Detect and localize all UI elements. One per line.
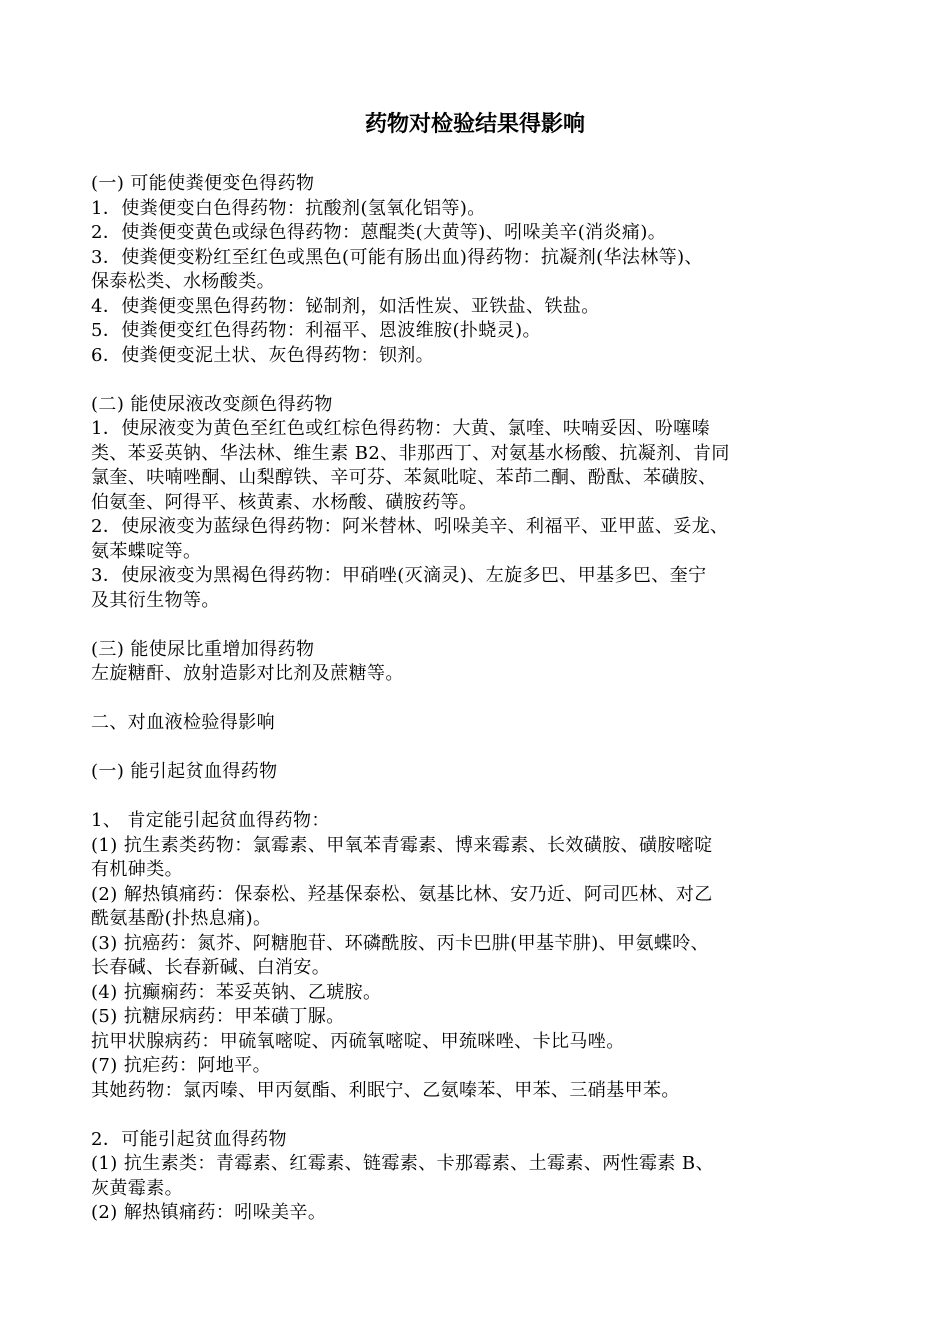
text-line: (1) 抗生素类药物：氯霉素、甲氧苯青霉素、博来霉素、长效磺胺、磺胺嘧啶 [91,834,713,856]
subheading-definite-anemia: 1、 肯定能引起贫血得药物： [91,810,330,831]
paragraph-gap [91,687,871,712]
text-line: 保泰松类、水杨酸类。 [91,271,275,292]
text-line: 灰黄霉素。 [91,1177,183,1199]
subheading-possible-anemia: 2．可能引起贫血得药物 [91,1128,287,1150]
text-line: (3) 抗癌药：氮芥、阿糖胞苷、环磷酰胺、丙卡巴肼(甲基苄肼)、甲氨蝶呤、 [91,932,710,954]
text-line: 伯氨奎、阿得平、核黄素、水杨酸、磺胺药等。 [91,491,478,513]
text-line: 1．使尿液变为黄色至红色或红棕色得药物：大黄、氯喹、呋喃妥因、吩噻嗪 [91,418,711,439]
paragraph-gap [91,1103,871,1128]
text-line: (7) 抗疟药：阿地平。 [91,1055,272,1076]
text-line: 6．使粪便变泥土状、灰色得药物：钡剂。 [91,344,435,366]
paragraph-gap [91,736,871,761]
text-line: (5) 抗糖尿病药：甲苯磺丁脲。 [91,1006,345,1027]
text-line: 其她药物：氯丙嗪、甲丙氨酯、利眠宁、乙氨嗪苯、甲苯、三硝基甲苯。 [91,1079,680,1101]
text-line: 氯奎、呋喃唑酮、山梨醇铁、辛可芬、苯氮吡啶、苯茚二酮、酚酞、苯磺胺、 [91,467,717,488]
text-line: 长春碱、长春新碱、白消安。 [91,957,331,978]
text-line: (2) 解热镇痛药：保泰松、羟基保泰松、氨基比林、安乃近、阿司匹林、对乙 [91,883,713,905]
text-line: (4) 抗癫痫药：苯妥英钠、乙琥胺。 [91,981,382,1003]
section-heading-blood-tests: 二、对血液检验得影响 [91,712,275,733]
text-line: (1) 抗生素类：青霉素、红霉素、链霉素、卡那霉素、土霉素、两性霉素 B、 [91,1153,714,1174]
document-body [91,172,871,1226]
section-heading-stool-color: (一) 可能使粪便变色得药物 [91,173,315,194]
text-line: 左旋糖酐、放射造影对比剂及蔗糖等。 [91,663,404,684]
paragraph-gap [91,613,871,638]
paragraph-gap [91,368,871,393]
text-line: 3．使尿液变为黑褐色得药物：甲硝唑(灭滴灵)、左旋多巴、甲基多巴、奎宁 [91,565,707,586]
text-line: 1．使粪便变白色得药物：抗酸剂(氢氧化铝等)。 [91,197,486,219]
text-line: 酰氨基酚(扑热息痛)。 [91,908,272,929]
section-heading-urine-color: (二) 能使尿液改变颜色得药物 [91,393,333,415]
document-title: 药物对检验结果得影响 [364,112,585,137]
text-line: 5．使粪便变红色得药物：利福平、恩波维胺(扑蛲灵)。 [91,320,541,341]
text-line: 氨苯蝶啶等。 [91,540,202,562]
text-line: 抗甲状腺病药：甲硫氧嘧啶、丙硫氧嘧啶、甲巯咪唑、卡比马唑。 [91,1030,625,1052]
text-line: 4．使粪便变黑色得药物：铋制剂，如活性炭、亚铁盐、铁盐。 [91,295,600,317]
text-line: 2．使粪便变黄色或绿色得药物：蒽醌类(大黄等)、吲哚美辛(消炎痛)。 [91,222,667,243]
section-heading-anemia: (一) 能引起贫血得药物 [91,761,278,782]
text-line: 2．使尿液变为蓝绿色得药物：阿米替林、吲哚美辛、利福平、亚甲蓝、妥龙、 [91,516,729,537]
text-line: (2) 解热镇痛药：吲哚美辛。 [91,1202,327,1223]
text-line: 有机砷类。 [91,859,183,880]
paragraph-gap [91,785,871,810]
text-line: 类、苯妥英钠、华法林、维生素 B2、非那西丁、对氨基水杨酸、抗凝剂、肯同 [91,442,730,464]
text-line: 3．使粪便变粉红至红色或黑色(可能有肠出血)得药物：抗凝剂(华法林等)、 [91,246,703,268]
section-heading-urine-gravity: (三) 能使尿比重增加得药物 [91,638,315,660]
text-line: 及其衍生物等。 [91,589,220,611]
